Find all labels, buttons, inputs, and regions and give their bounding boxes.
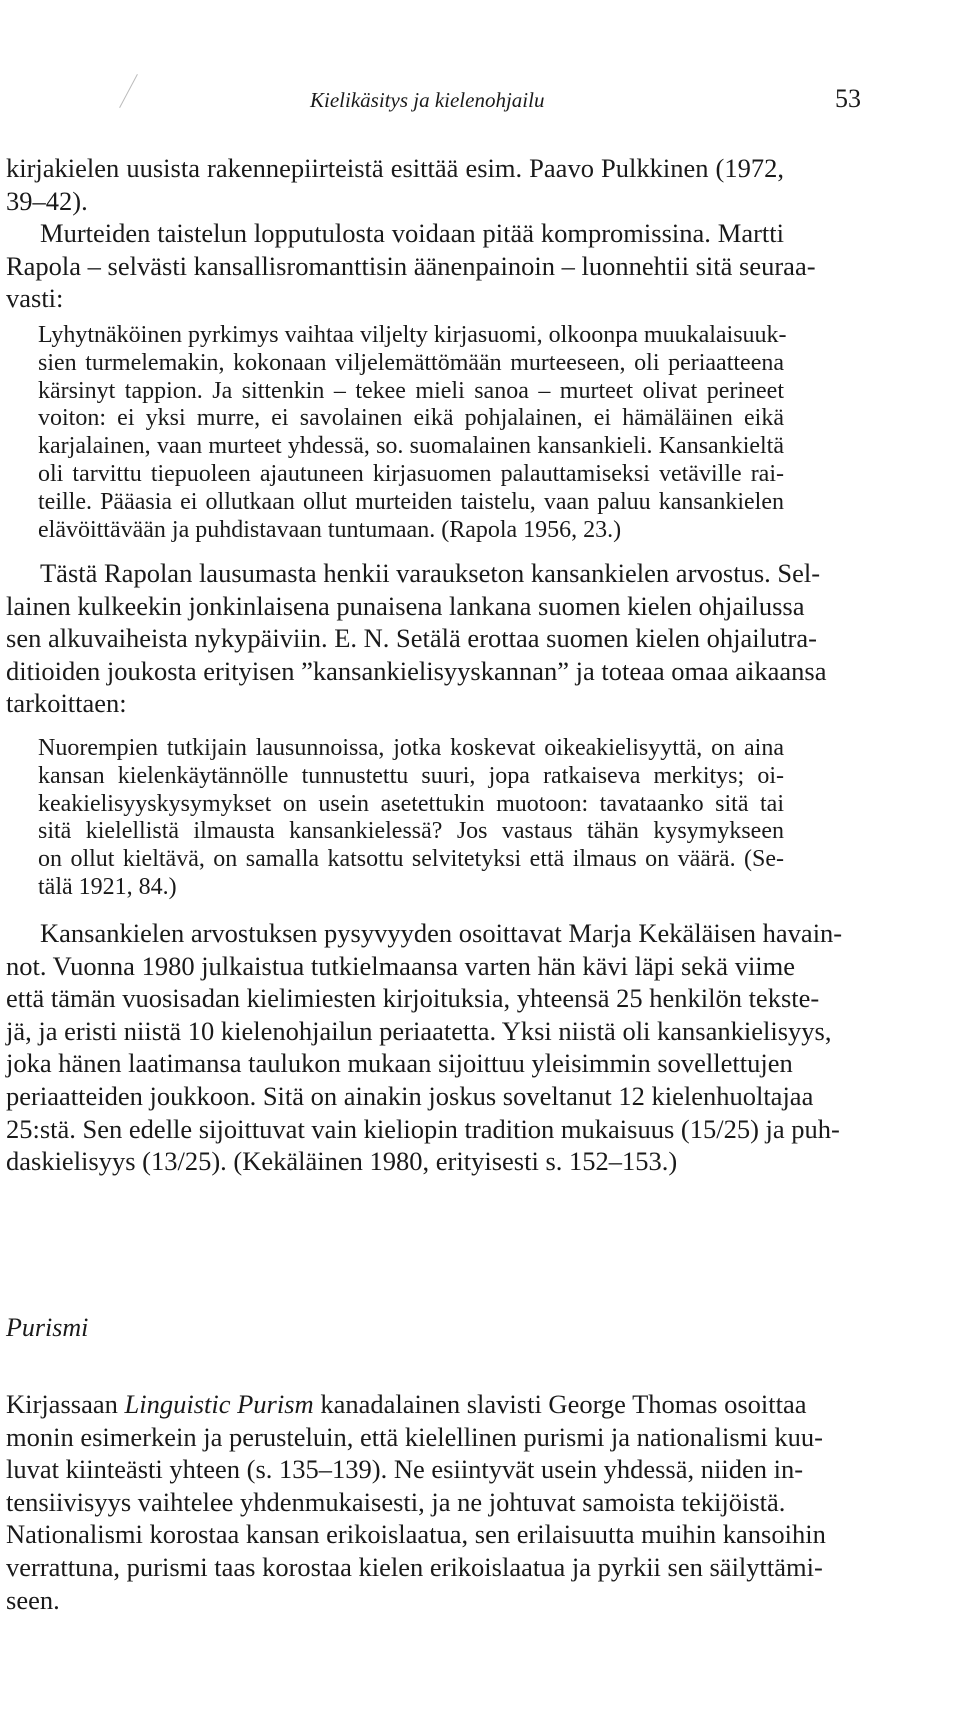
- paragraph-line: lainen kulkeekin jonkinlaisena punaisena lankana suomen kielen ohjailussa: [6, 590, 805, 621]
- paragraph-line: tensiivisyys vaihtelee yhdenmukaisesti, ja ne johtuvat samoista tekijöistä.: [6, 1486, 786, 1517]
- quote-line: teille. Pääasia ei ollutkaan ollut murteiden taistelu, vaan paluu kansankielen: [38, 488, 784, 515]
- quote-line: elävöittävään ja puhdistavaan tuntumaan. (Rapola 1956, 23.): [38, 516, 622, 543]
- paragraph-line: Kansankielen arvostuksen pysyvyyden osoittavat Marja Kekäläisen havain-: [40, 918, 843, 948]
- paragraph-line: tarkoittaen:: [6, 688, 127, 719]
- paragraph-2: [6, 217, 816, 315]
- quote-line: oli tarvittu tiepuoleen ajautuneen kirjasuomen palauttamiseksi vetäville rai-: [38, 460, 784, 487]
- paragraph-line: joka hänen laatimansa taulukon mukaan sijoittuu yleisimmin sovellettujen: [6, 1048, 793, 1079]
- page-header: [0, 84, 960, 128]
- book-title: Linguistic Purism: [124, 1389, 314, 1419]
- paragraph-5: [6, 1388, 826, 1616]
- paragraph-line: 39–42).: [6, 185, 88, 216]
- paragraph-line: periaatteiden joukkoon. Sitä on ainakin joskus soveltanut 12 kielenhuoltajaa: [6, 1080, 814, 1111]
- block-quote-rapola: [38, 322, 787, 544]
- quote-line: keakielisyyskysymykset on usein asetettukin muotoon: tavataanko sitä tai: [38, 790, 784, 817]
- block-quote-setala: [38, 735, 784, 902]
- quote-line: tälä 1921, 84.): [38, 873, 177, 900]
- paragraph-line: seen.: [6, 1584, 60, 1615]
- paragraph-line: luvat kiinteästi yhteen (s. 135–139). Ne esiintyvät usein yhdessä, niiden in-: [6, 1454, 804, 1485]
- quote-line: on ollut kieltävä, on samalla katsottu selvitetyksi että ilmaus on väärä. (Se-: [38, 846, 784, 873]
- paragraph-line: verrattuna, purismi taas korostaa kielen erikoislaatua ja pyrkii sen säilyttämi-: [6, 1551, 823, 1582]
- quote-line: karjalainen, vaan murteet yhdessä, so. suomalainen kansankieli. Kansankieltä: [38, 433, 784, 460]
- paragraph-line: daskielisyys (13/25). (Kekäläinen 1980, erityisesti s. 152–153.): [6, 1146, 678, 1177]
- paragraph-line: että tämän vuosisadan kielimiesten kirjoituksia, yhteensä 25 henkilön tekste-: [6, 983, 820, 1014]
- paragraph-line: sen alkuvaiheista nykypäiviin. E. N. Setälä erottaa suomen kielen ohjailutra-: [6, 623, 817, 654]
- paragraph-line: vasti:: [6, 283, 64, 314]
- running-title: Kielikäsitys ja kielenohjailu: [310, 88, 545, 112]
- paragraph-line: ditioiden joukosta erityisen ”kansankielisyyskannan” ja toteaa omaa aikaansa: [6, 655, 827, 686]
- quote-line: sien turmelemakin, kokonaan viljelemättömään murteeseen, oli periaatteena: [38, 349, 784, 376]
- paragraph-text: Kirjassaan: [6, 1389, 125, 1419]
- quote-line: Nuorempien tutkijain lausunnoissa, jotka koskevat oikeakielisyyttä, on aina: [38, 735, 784, 761]
- paragraph-line: jä, ja eristi niistä 10 kielenohjailun periaatetta. Yksi niistä oli kansankielisyys,: [6, 1015, 832, 1046]
- paragraph-line: not. Vuonna 1980 julkaistua tutkielmaansa varten hän kävi läpi sekä viime: [6, 950, 796, 981]
- quote-line: Lyhytnäköinen pyrkimys vaihtaa viljelty kirjasuomi, olkoonpa muukalaisuuk-: [38, 322, 787, 348]
- paragraph-4: [6, 917, 843, 1178]
- paragraph-line: Nationalismi korostaa kansan erikoislaatua, sen erilaisuutta muihin kansoihin: [6, 1519, 826, 1550]
- quote-line: kansan kielenkäytännölle tunnustettu suuri, jopa ratkaiseva merkitys; oi-: [38, 762, 784, 789]
- quote-line: voiton: ei yksi murre, ei savolainen eikä pohjalainen, ei hämäläinen eikä: [38, 405, 784, 432]
- paragraph-text: kanadalainen slavisti George Thomas osoittaa: [313, 1389, 807, 1419]
- paragraph-line: monin esimerkein ja perusteluin, että kielellinen purismi ja nationalismi kuu-: [6, 1421, 823, 1452]
- quote-line: sitä kielellistä ilmausta kansankielessä? Jos vastaus tähän kysymykseen: [38, 818, 784, 845]
- paragraph-line: Tästä Rapolan lausumasta henkii varaukseton kansankielen arvostus. Sel-: [40, 558, 821, 588]
- paragraph-line: Murteiden taistelun lopputulosta voidaan pitää kompromissina. Martti: [40, 218, 784, 248]
- paragraph-line: Rapola – selvästi kansallisromanttisin äänenpainoin – luonnehtii sitä seuraa-: [6, 250, 816, 281]
- section-heading: Purismi: [6, 1313, 89, 1342]
- quote-line: kärsinyt tappion. Ja sittenkin – tekee mieli sanoa – murteet olivat perineet: [38, 377, 784, 404]
- paragraph-3: [6, 557, 827, 720]
- paragraph-line: [6, 1388, 807, 1421]
- paragraph-1: [6, 152, 784, 217]
- page-number: 53: [835, 84, 861, 113]
- paragraph-line: kirjakielen uusista rakennepiirteistä esittää esim. Paavo Pulkkinen (1972,: [6, 153, 784, 183]
- paragraph-line: 25:stä. Sen edelle sijoittuvat vain kieliopin tradition mukaisuus (15/25) ja puh-: [6, 1113, 840, 1144]
